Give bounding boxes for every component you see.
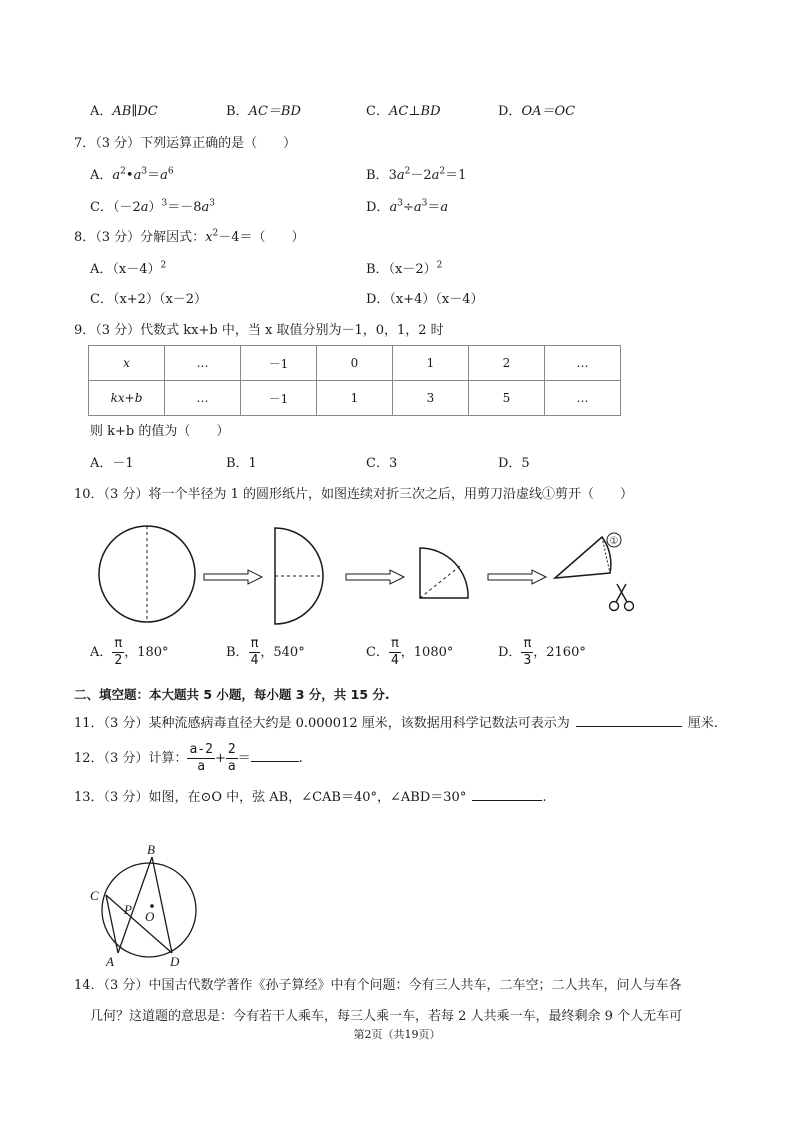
q6-option-c: C．AC⊥BD bbox=[366, 104, 441, 119]
q9-table bbox=[88, 345, 621, 416]
q9-stem: 9．（3 分）代数式 kx+b 中，当 x 取值分别为－1，0，1，2 时 bbox=[74, 323, 444, 338]
q7-option-a: A．$a^2•a^3=a^6$ bbox=[90, 166, 174, 183]
q7-stem: 7．（3 分）下列运算正确的是（ ） bbox=[74, 136, 297, 151]
point-label-a: A bbox=[106, 954, 114, 968]
table-cell: －1 bbox=[241, 381, 317, 416]
table-cell: kx+b bbox=[89, 381, 165, 416]
table-cell: x bbox=[89, 346, 165, 381]
table-row bbox=[89, 381, 621, 416]
q9-option-a: A．－1 bbox=[90, 456, 134, 471]
q7-option-c: C．$(-2a)^3=-8a^3$ bbox=[90, 198, 216, 215]
answer-blank bbox=[472, 800, 542, 801]
q7-option-b: B．$3a^2-2a^2=1$ bbox=[366, 166, 467, 183]
q9-option-d: D．5 bbox=[498, 456, 530, 471]
table-row bbox=[89, 346, 621, 381]
q10-stem: 10．（3 分）将一个半径为 1 的圆形纸片，如图连续对折三次之后，用剪刀沿虚线①剪开（ ） bbox=[74, 487, 633, 502]
point-label-p: P bbox=[124, 902, 132, 917]
point-label-b: B bbox=[147, 842, 155, 857]
page-footer: 第2页（共19页） bbox=[353, 1028, 441, 1041]
point-label-c: C bbox=[90, 888, 99, 903]
q10-option-c: C． $\frac{\pi}{4}$ ，1080° bbox=[366, 636, 454, 668]
q6-option-b: B．AC＝BD bbox=[226, 104, 301, 119]
table-cell: 0 bbox=[317, 346, 393, 381]
q14-line-1: 14．（3 分）中国古代数学著作《孙子算经》中有个问题：今有三人共车，二车空；二人共车，问人与车各 bbox=[74, 978, 682, 993]
q8-option-d: D．（x+4）（x－4） bbox=[366, 292, 484, 307]
q9-option-b: B．1 bbox=[226, 456, 257, 471]
q7-option-d: D．$a^3\div a^3=a$ bbox=[366, 198, 449, 215]
table-cell: 2 bbox=[469, 346, 545, 381]
table-cell: 3 bbox=[393, 381, 469, 416]
q8-option-c: C．（x+2）（x－2） bbox=[90, 292, 208, 307]
q6-option-d: D．OA＝OC bbox=[498, 104, 576, 119]
q10-option-d: D． $\frac{\pi}{3}$ ，2160° bbox=[498, 636, 586, 668]
q13-stem: 13．（3 分）如图，在⊙O 中，弦 AB，∠CAB＝40°，∠ABD＝30° . bbox=[74, 790, 547, 805]
table-cell: －1 bbox=[241, 346, 317, 381]
eighth-circle-shape bbox=[555, 537, 611, 578]
table-cell: 1 bbox=[393, 346, 469, 381]
point-label-d: D bbox=[170, 954, 180, 968]
answer-blank bbox=[251, 761, 299, 762]
q9-option-c: C．3 bbox=[366, 456, 398, 471]
scissors-icon bbox=[610, 584, 634, 611]
section-heading: 二、填空题：本大题共 5 小题，每小题 3 分，共 15 分. bbox=[74, 687, 390, 702]
q10-folding-figure bbox=[90, 520, 650, 632]
table-cell: 1 bbox=[317, 381, 393, 416]
table-cell: 5 bbox=[469, 381, 545, 416]
q8-stem: 8．（3 分）分解因式：$x^2-4=$（ ） bbox=[74, 228, 305, 245]
table-cell: … bbox=[545, 381, 621, 416]
q14-line-2: 几何？这道题的意思是：今有若干人乘车，每三人乘一车，若每 2 人共乘一车，最终剩余 9 个人无车可 bbox=[90, 1009, 683, 1024]
point-label-o: O bbox=[145, 909, 155, 924]
cut-marker-label: ① bbox=[609, 536, 619, 547]
q8-option-a: A．$(x-4)^2$ bbox=[90, 260, 167, 277]
table-cell: … bbox=[165, 346, 241, 381]
q10-option-b: B． $\frac{\pi}{4}$ ，540° bbox=[226, 636, 305, 668]
table-cell: … bbox=[165, 381, 241, 416]
q9-after: 则 k+b 的值为（ ） bbox=[90, 424, 230, 439]
q6-option-a: A．AB∥DC bbox=[90, 104, 158, 119]
arrow-icon bbox=[204, 570, 546, 584]
q10-option-a: A． $\frac{\pi}{2}$ ，180° bbox=[90, 636, 169, 668]
quarter-circle-shape bbox=[420, 548, 468, 598]
q11-stem: 11．（3 分）某种流感病毒直径大约是 0.000012 厘米，该数据用科学记数法可表示为 厘米. bbox=[74, 716, 718, 731]
table-cell: … bbox=[545, 346, 621, 381]
answer-blank bbox=[576, 726, 682, 727]
q13-circle-figure bbox=[86, 838, 216, 968]
q12-stem: 12．（3 分）计算： $\frac{a-2}{a}$ + $\frac{2}{a}$ ＝ . bbox=[74, 742, 303, 774]
q8-option-b: B．$(x-2)^2$ bbox=[366, 260, 443, 277]
